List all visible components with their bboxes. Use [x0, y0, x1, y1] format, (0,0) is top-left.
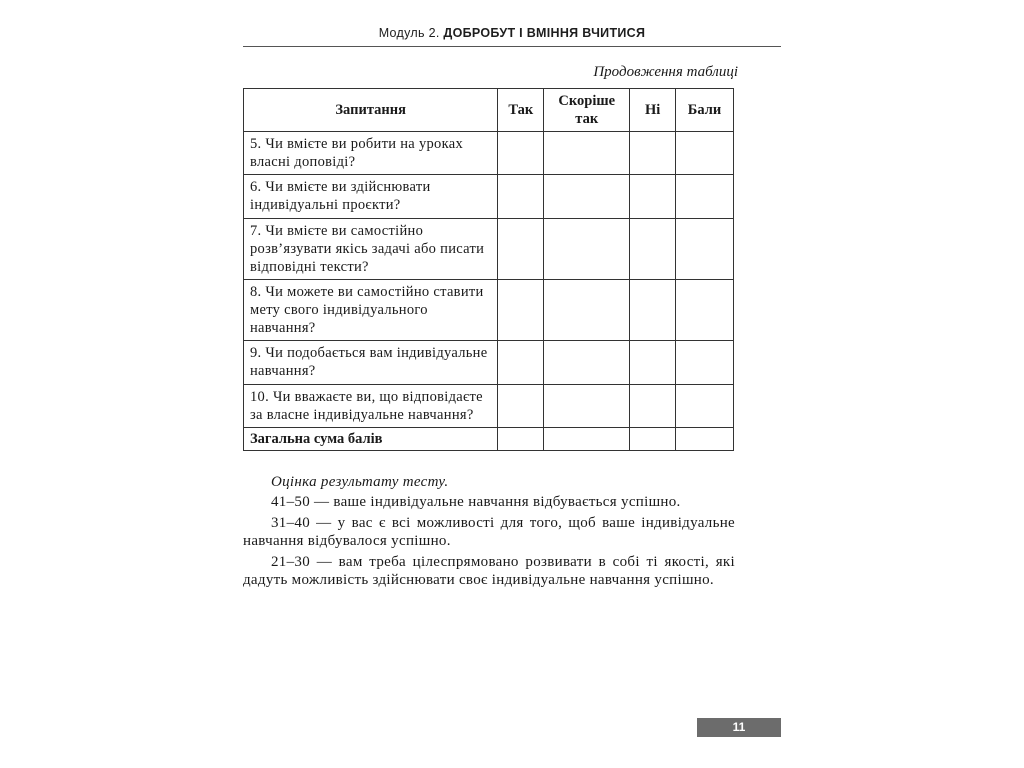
survey-table [243, 88, 734, 451]
table-row [244, 279, 734, 340]
total-row [244, 427, 734, 450]
table-row [244, 132, 734, 175]
result-range-41-50: 41–50 — ваше індивідуальне навчання відбувається успішно. [271, 494, 681, 510]
answer-cell-no[interactable] [630, 279, 676, 340]
answer-cell-no[interactable] [630, 175, 676, 218]
table-continuation-label: Продовження таблиці [593, 64, 738, 80]
question-cell: 8. Чи можете ви самостійно ставити мету свого індивідуального навчання? [244, 279, 498, 340]
page-number: 11 [697, 718, 781, 737]
answer-cell-rather-yes[interactable] [544, 279, 630, 340]
answer-cell-yes[interactable] [498, 218, 544, 279]
answer-cell-rather-yes[interactable] [544, 132, 630, 175]
total-label: Загальна сума балів [244, 427, 498, 450]
module-label: Модуль 2. [378, 26, 440, 40]
answer-cell-no[interactable] [630, 341, 676, 384]
results-section [243, 473, 735, 592]
table-row [244, 175, 734, 218]
answer-cell-yes[interactable] [498, 384, 544, 427]
answer-cell-rather-yes[interactable] [544, 384, 630, 427]
table-row [244, 218, 734, 279]
answer-cell-yes[interactable] [498, 341, 544, 384]
answer-cell-no[interactable] [630, 132, 676, 175]
answer-cell-yes[interactable] [498, 175, 544, 218]
column-header-question: Запитання [244, 89, 498, 132]
module-title: ДОБРОБУТ І ВМІННЯ ВЧИТИСЯ [443, 26, 646, 40]
question-cell: 10. Чи вважаєте ви, що відповідаєте за власне індивідуальне навчання? [244, 384, 498, 427]
answer-cell-no[interactable] [630, 384, 676, 427]
answer-cell-yes[interactable] [498, 279, 544, 340]
total-cell-rather-yes[interactable] [544, 427, 630, 450]
points-cell[interactable] [676, 218, 734, 279]
total-cell-yes[interactable] [498, 427, 544, 450]
points-cell[interactable] [676, 341, 734, 384]
table-header-row [244, 89, 734, 132]
answer-cell-rather-yes[interactable] [544, 218, 630, 279]
results-title: Оцінка результату тесту. [271, 474, 449, 490]
table-row [244, 341, 734, 384]
total-points-cell[interactable] [676, 427, 734, 450]
points-cell[interactable] [676, 279, 734, 340]
column-header-no: Ні [630, 89, 676, 132]
result-range-31-40: 31–40 — у вас є всі можливості для того, щоб ваше індивідуальне навчання відбувалося успішно. [243, 515, 735, 549]
question-cell: 5. Чи вмієте ви робити на уроках власні доповіді? [244, 132, 498, 175]
points-cell[interactable] [676, 132, 734, 175]
result-range-21-30: 21–30 — вам треба цілеспрямовано розвивати в собі ті якості, які дадуть можливість здійснювати своє індивідуальне навчання успішно. [243, 554, 735, 588]
points-cell[interactable] [676, 384, 734, 427]
answer-cell-yes[interactable] [498, 132, 544, 175]
total-cell-no[interactable] [630, 427, 676, 450]
answer-cell-no[interactable] [630, 218, 676, 279]
table-row [244, 384, 734, 427]
header-divider [243, 46, 781, 47]
answer-cell-rather-yes[interactable] [544, 175, 630, 218]
column-header-rather-yes: Скоріше так [544, 89, 630, 132]
points-cell[interactable] [676, 175, 734, 218]
running-header [243, 26, 781, 40]
answer-cell-rather-yes[interactable] [544, 341, 630, 384]
question-cell: 6. Чи вмієте ви здійснювати індивідуальні проєкти? [244, 175, 498, 218]
column-header-yes: Так [498, 89, 544, 132]
column-header-points: Бали [676, 89, 734, 132]
question-cell: 7. Чи вмієте ви самостійно розв’язувати якісь задачі або писати відповідні тексти? [244, 218, 498, 279]
question-cell: 9. Чи подобається вам індивідуальне навчання? [244, 341, 498, 384]
